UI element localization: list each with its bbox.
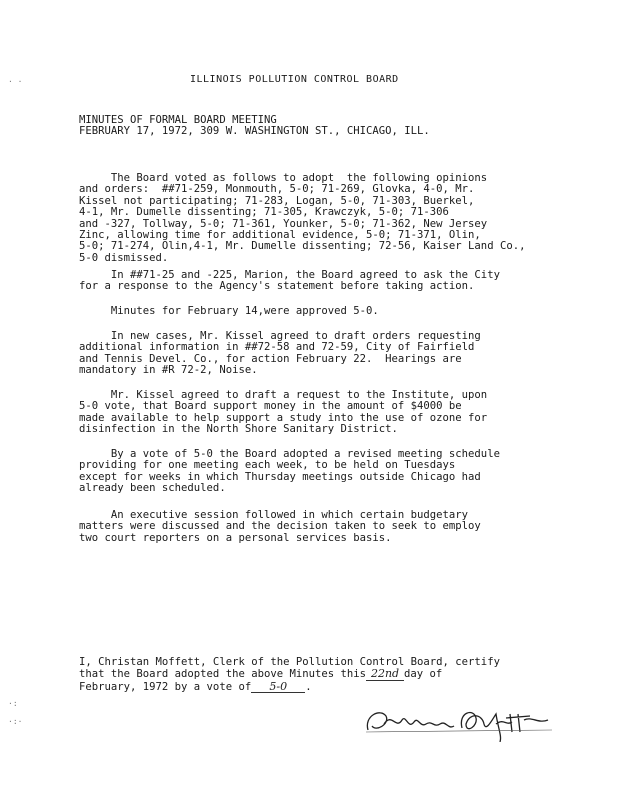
meeting-title-block xyxy=(79,115,430,138)
text-line: Mr. Kissel agreed to draft a request to the Institute, upon xyxy=(79,389,488,401)
handwritten-day: 22nd xyxy=(366,668,404,680)
text-line: except for weeks in which Thursday meetings outside Chicago had xyxy=(79,470,481,483)
paragraph-marion xyxy=(79,270,549,293)
text-line: Minutes for February 14,were approved 5-0. xyxy=(79,305,379,317)
text-line: I, Christan Moffett, Clerk of the Pollution Control Board, certify xyxy=(79,656,500,668)
scan-mark: ·:· xyxy=(8,717,23,726)
text-line: 5-0; 71-274, Olin,4-1, Mr. Dumelle dissenting; 72-56, Kaiser Land Co., xyxy=(79,240,526,253)
meeting-date-line: FEBRUARY 17, 1972, 309 W. WASHINGTON ST., CHICAGO, ILL. xyxy=(79,125,430,138)
paragraph-meeting-schedule xyxy=(79,449,549,495)
text-segment: that the Board adopted the above Minutes this xyxy=(79,668,367,681)
text-line: In ##71-25 and -225, Marion, the Board agreed to ask the City xyxy=(79,269,500,281)
text-line: providing for one meeting each week, to be held on Tuesdays xyxy=(79,459,456,472)
text-line: and Tennis Devel. Co., for action February 22. Hearings are xyxy=(79,352,462,365)
text-line: The Board voted as follows to adopt the following opinions xyxy=(79,172,488,184)
meeting-title-line: MINUTES OF FORMAL BOARD MEETING xyxy=(79,114,277,126)
text-line xyxy=(79,681,500,693)
text-segment: day of xyxy=(404,668,443,681)
paragraph-opinions-orders xyxy=(79,173,549,264)
text-line: two court reporters on a personal services basis. xyxy=(79,531,392,544)
clerk-signature xyxy=(362,702,562,742)
clerk-certification xyxy=(79,657,500,693)
text-line: and orders: ##71-259, Monmouth, 5-0; 71-269, Glovka, 4-0, Mr. xyxy=(79,183,475,196)
text-line: 5-0 dismissed. xyxy=(79,251,169,264)
scan-mark: · · xyxy=(8,77,23,86)
text-line: Kissel not participating; 71-283, Logan, 5-0, 71-303, Buerkel, xyxy=(79,194,475,207)
text-line: matters were discussed and the decision taken to seek to employ xyxy=(79,520,481,533)
text-segment: February, 1972 by a vote of xyxy=(79,680,252,693)
paragraph-minutes-approved xyxy=(79,306,549,317)
text-line: In new cases, Mr. Kissel agreed to draft orders requesting xyxy=(79,330,481,342)
agency-header: ILLINOIS POLLUTION CONTROL BOARD xyxy=(190,74,399,85)
text-line: Zinc, allowing time for additional evidence, 5-0; 71-371, Olin, xyxy=(79,229,481,242)
text-line xyxy=(79,668,500,680)
text-line: made available to help support a study into the use of ozone for xyxy=(79,411,488,424)
text-line: 4-1, Mr. Dumelle dissenting; 71-305, Krawczyk, 5-0; 71-306 xyxy=(79,206,449,219)
text-line: An executive session followed in which certain budgetary xyxy=(79,509,469,521)
text-line: By a vote of 5-0 the Board adopted a revised meeting schedule xyxy=(79,448,500,460)
paragraph-executive-session xyxy=(79,510,549,544)
text-line: additional information in ##72-58 and 72-59, City of Fairfield xyxy=(79,341,475,354)
text-segment: . xyxy=(305,680,312,693)
scan-mark: ·: xyxy=(8,699,18,708)
text-line: and -327, Tollway, 5-0; 71-361, Younker, 5-0; 71-362, New Jersey xyxy=(79,217,488,230)
text-line: already been scheduled. xyxy=(79,482,226,495)
handwritten-vote: 5-0 xyxy=(251,681,305,693)
text-line: mandatory in #R 72-2, Noise. xyxy=(79,364,258,377)
paragraph-institute-request xyxy=(79,390,549,436)
text-line: for a response to the Agency's statement before taking action. xyxy=(79,280,475,293)
text-line: 5-0 vote, that Board support money in the amount of $4000 be xyxy=(79,400,462,413)
text-line: disinfection in the North Shore Sanitary District. xyxy=(79,423,398,436)
paragraph-new-cases xyxy=(79,331,549,377)
